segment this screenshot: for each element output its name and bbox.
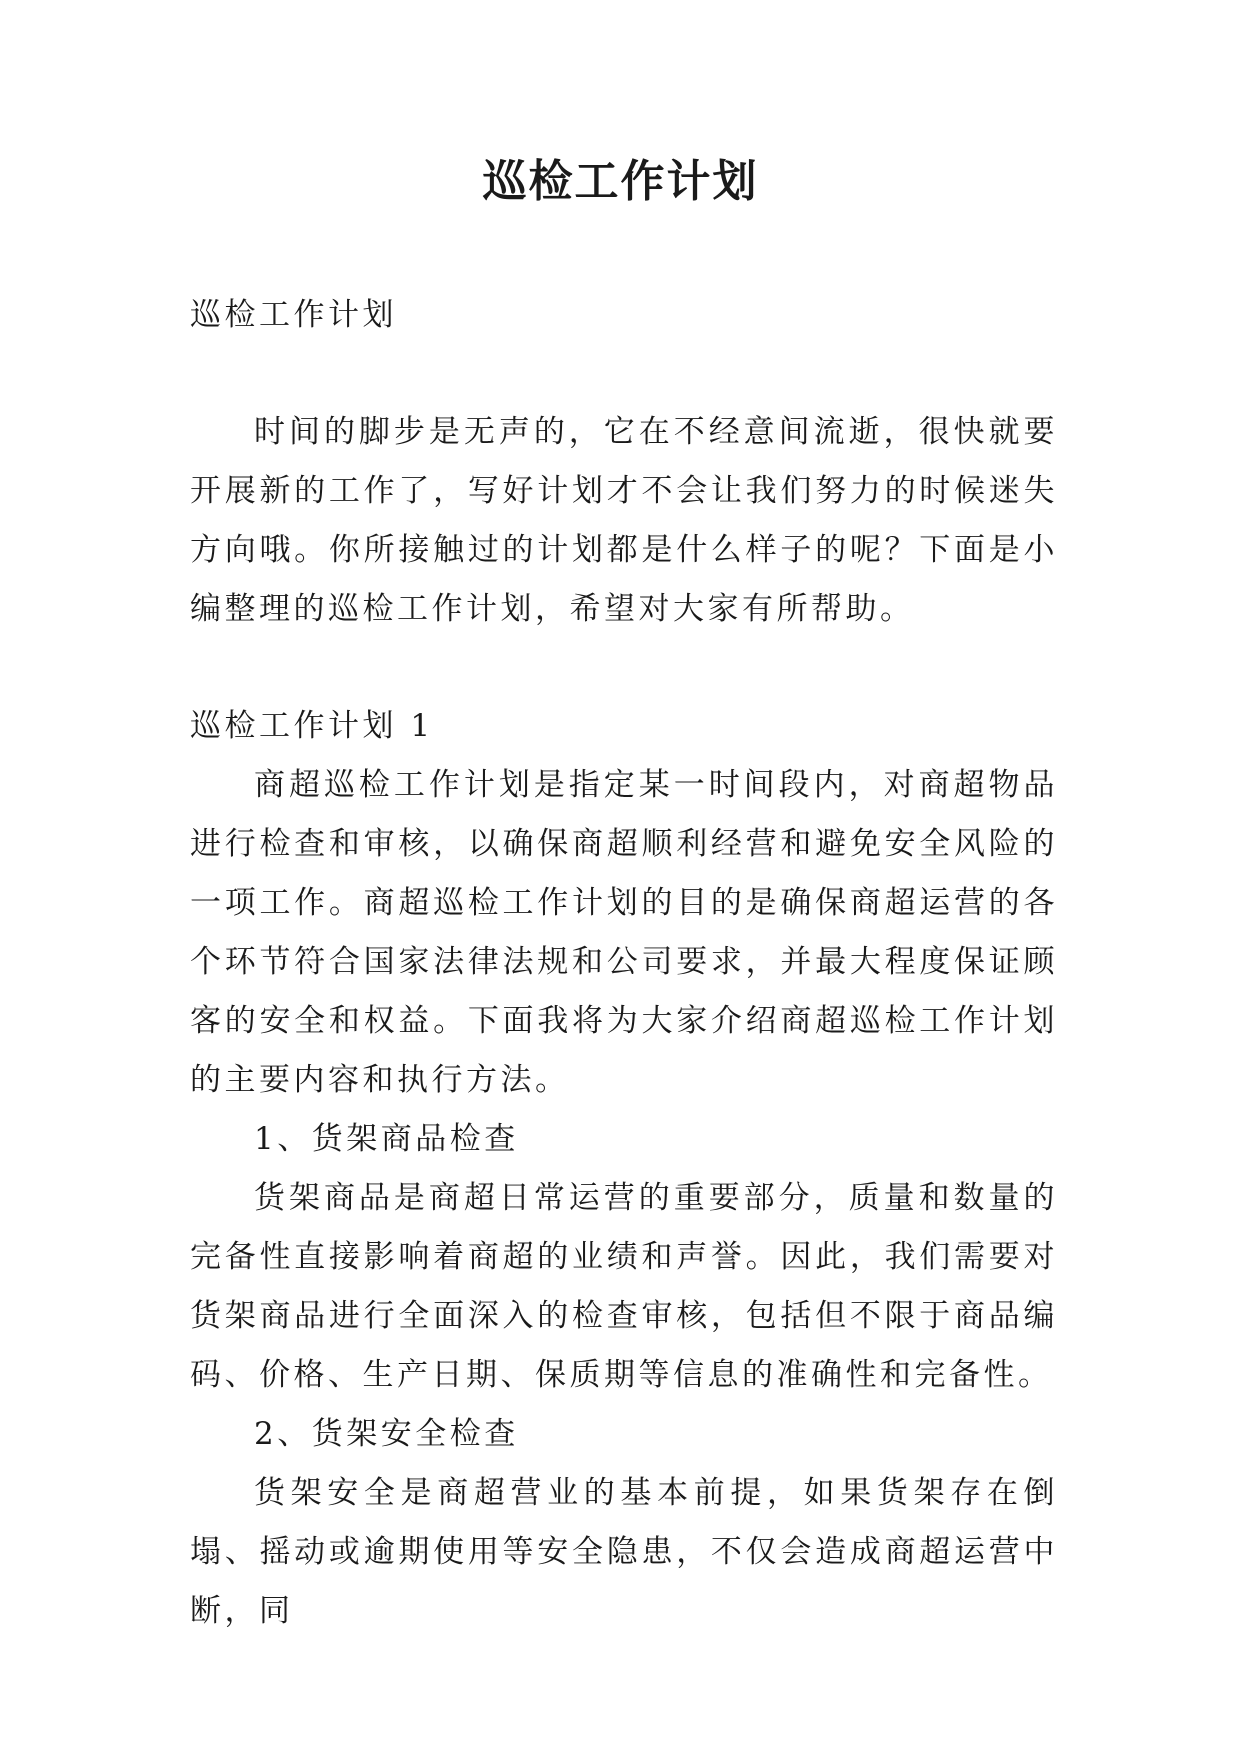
section-heading-1: 巡检工作计划 1 (190, 708, 434, 744)
item1-paragraph: 货架商品是商超日常运营的重要部分，质量和数量的完备性直接影响着商超的业绩和声誉。因此，我们需要对货架商品进行全面深入的检查审核，包括但不限于商品编码、价格、生产日期、保质期等信息的准确性和完备性。 (190, 1180, 1058, 1393)
document-title: 巡检工作计划 (482, 156, 759, 207)
item1-heading: 1、货架商品检查 (254, 1121, 519, 1157)
item2-heading: 2、货架安全检查 (254, 1416, 519, 1452)
intro-paragraph: 时间的脚步是无声的，它在不经意间流逝，很快就要开展新的工作了，写好计划才不会让我们努力的时候迷失方向哦。你所接触过的计划都是什么样子的呢？下面是小编整理的巡检工作计划，希望对大家有所帮助。 (190, 414, 1058, 627)
document-subtitle: 巡检工作计划 (190, 297, 397, 333)
section1-paragraph: 商超巡检工作计划是指定某一时间段内，对商超物品进行检查和审核，以确保商超顺利经营和避免安全风险的一项工作。商超巡检工作计划的目的是确保商超运营的各个环节符合国家法律法规和公司要求，并最大程度保证顾客的安全和权益。下面我将为大家介绍商超巡检工作计划的主要内容和执行方法。 (190, 767, 1058, 1098)
document-body (190, 286, 1058, 1641)
item2-paragraph: 货架安全是商超营业的基本前提，如果货架存在倒塌、摇动或逾期使用等安全隐患，不仅会造成商超运营中断，同 (190, 1475, 1058, 1629)
